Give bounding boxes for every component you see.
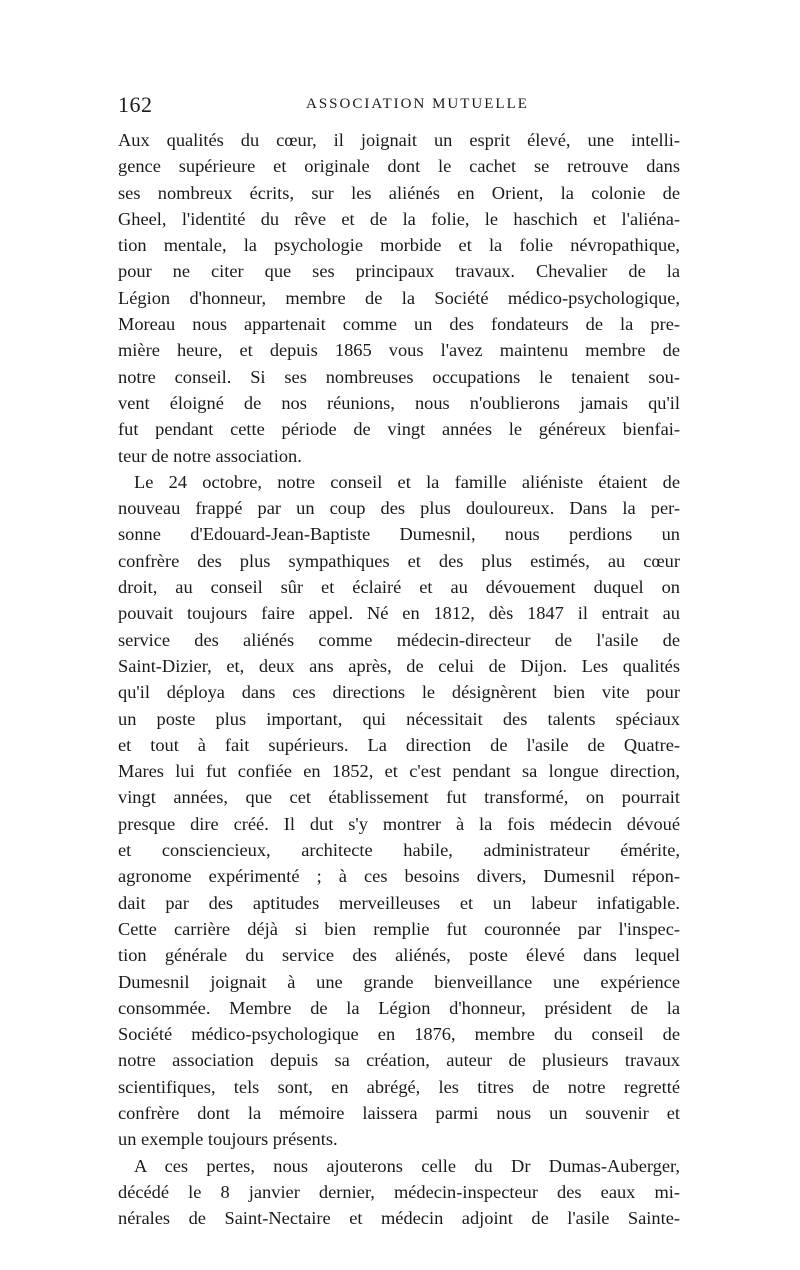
body-text — [118, 127, 680, 1231]
text-line: Mares lui fut confiée en 1852, et c'est pendant sa longue direction, — [118, 761, 680, 782]
text-line: pouvait toujours faire appel. Né en 1812, dès 1847 il entrait au — [118, 603, 680, 624]
text-line: droit, au conseil sûr et éclairé et au dévouement duquel on — [118, 577, 680, 598]
text-line: scientifiques, tels sont, en abrégé, les titres de notre regretté — [118, 1076, 680, 1097]
text-line: Moreau nous appartenait comme un des fondateurs de la pre- — [118, 314, 680, 335]
text-line: consommée. Membre de la Légion d'honneur, président de la — [118, 997, 680, 1018]
text-line: notre association depuis sa création, auteur de plusieurs travaux — [118, 1050, 680, 1071]
text-line: confrère des plus sympathiques et des plus estimés, au cœur — [118, 550, 680, 571]
text-line: un poste plus important, qui nécessitait des talents spéciaux — [118, 708, 680, 729]
text-line: sonne d'Edouard-Jean-Baptiste Dumesnil, nous perdions un — [118, 524, 680, 545]
page-header — [118, 92, 680, 118]
text-line: Aux qualités du cœur, il joignait un esprit élevé, une intelli- — [118, 130, 680, 150]
text-line: gence supérieure et originale dont le cachet se retrouve dans — [118, 156, 680, 177]
text-line: A ces pertes, nous ajouterons celle du Dr Dumas-Auberger, — [134, 1155, 680, 1176]
text-line: confrère dont la mémoire laissera parmi nous un souvenir et — [118, 1102, 680, 1123]
text-line: nérales de Saint-Nectaire et médecin adjoint de l'asile Sainte- — [118, 1208, 680, 1229]
text-line: notre conseil. Si ses nombreuses occupations le tenaient sou- — [118, 366, 680, 387]
text-line: ses nombreux écrits, sur les aliénés en Orient, la colonie de — [118, 182, 680, 203]
text-line: qu'il déploya dans ces directions le désignèrent bien vite pour — [118, 682, 680, 703]
text-line: Gheel, l'identité du rêve et de la folie, le haschich et l'aliéna- — [118, 208, 680, 229]
text-line: vingt années, que cet établissement fut transformé, on pourrait — [118, 787, 680, 808]
text-line: un exemple toujours présents. — [118, 1129, 338, 1150]
text-line: Société médico-psychologique en 1876, membre du conseil de — [118, 1024, 680, 1045]
text-line: vent éloigné de nos réunions, nous n'oublierons jamais qu'il — [118, 392, 680, 413]
page-number: 162 — [118, 92, 153, 117]
text-line: tion générale du service des aliénés, poste élevé dans lequel — [118, 945, 680, 966]
text-line: décédé le 8 janvier dernier, médecin-inspecteur des eaux mi- — [118, 1181, 680, 1202]
text-line: nouveau frappé par un coup des plus douloureux. Dans la per- — [118, 498, 680, 519]
text-line: et tout à fait supérieurs. La direction de l'asile de Quatre- — [118, 734, 680, 755]
text-line: tion mentale, la psychologie morbide et la folie névropathique, — [118, 235, 680, 256]
text-line: service des aliénés comme médecin-directeur de l'asile de — [118, 629, 680, 650]
text-line: Cette carrière déjà si bien remplie fut couronnée par l'inspec- — [118, 918, 680, 939]
text-line: Dumesnil joignait à une grande bienveillance une expérience — [118, 971, 680, 992]
text-line: Saint-Dizier, et, deux ans après, de celui de Dijon. Les qualités — [118, 655, 680, 676]
text-line: presque dire créé. Il dut s'y montrer à la fois médecin dévoué — [118, 813, 680, 834]
text-line: Légion d'honneur, membre de la Société médico-psychologique, — [118, 287, 680, 308]
text-line: et consciencieux, architecte habile, administrateur émérite, — [118, 840, 680, 861]
text-line: agronome expérimenté ; à ces besoins divers, Dumesnil répon- — [118, 866, 680, 887]
text-line: mière heure, et depuis 1865 vous l'avez maintenu membre de — [118, 340, 680, 361]
running-title: ASSOCIATION MUTUELLE — [306, 96, 529, 112]
text-line: pour ne citer que ses principaux travaux. Chevalier de la — [118, 261, 680, 282]
text-line: teur de notre association. — [118, 445, 302, 466]
text-line: dait par des aptitudes merveilleuses et un labeur infatigable. — [118, 892, 680, 913]
text-line: Le 24 octobre, notre conseil et la famille aliéniste étaient de — [134, 471, 680, 492]
text-line: fut pendant cette période de vingt années le généreux bienfai- — [118, 419, 680, 440]
